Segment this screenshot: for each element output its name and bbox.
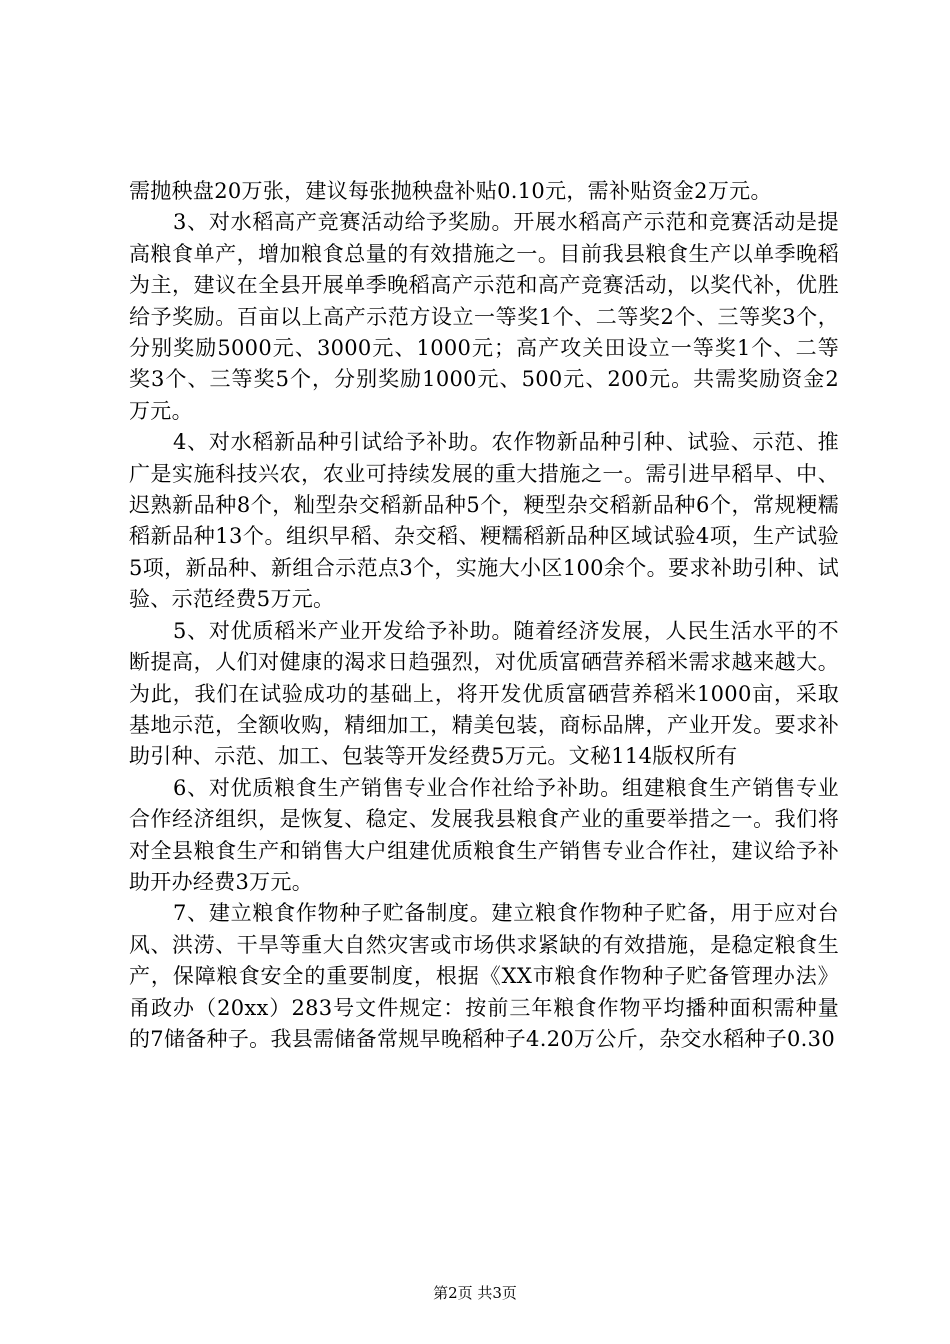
document-body xyxy=(129,176,839,1055)
paragraph-continuation: 需抛秧盘20万张，建议每张抛秧盘补贴0.10元，需补贴资金2万元。 xyxy=(129,179,772,203)
paragraph-item-5: 5、对优质稻米产业开发给予补助。随着经济发展，人民生活水平的不断提高，人们对健康的渴求日趋强烈，对优质富硒营养稻米需求越来越大。为此，我们在试验成功的基础上，将开发优质富硒营养稻米1000亩，采取基地示范，全额收购，精细加工，精美包装，商标品牌，产业开发。要求补助引种、示范、加工、包装等开发经费5万元。文秘114版权所有 xyxy=(129,618,839,769)
paragraph-item-4: 4、对水稻新品种引试给予补助。农作物新品种引种、试验、示范、推广是实施科技兴农，农业可持续发展的重大措施之一。需引进早稻早、中、迟熟新品种8个，籼型杂交稻新品种5个，粳型杂交稻新品种6个，常规粳糯稻新品种13个。组织早稻、杂交稻、粳糯稻新品种区域试验4项，生产试验5项，新品种、新组合示范点3个，实施大小区100余个。要求补助引种、试验、示范经费5万元。 xyxy=(129,430,839,612)
paragraph-item-7: 7、建立粮食作物种子贮备制度。建立粮食作物种子贮备，用于应对台风、洪涝、干旱等重大自然灾害或市场供求紧缺的有效措施，是稳定粮食生产，保障粮食安全的重要制度，根据《XX市粮食作物种子贮备管理办法》甬政办（20xx）283号文件规定：按前三年粮食作物平均播种面积需种量的7储备种子。我县需储备常规早晚稻种子4.20万公斤，杂交水稻种子0.30 xyxy=(129,901,839,1051)
paragraph-item-3: 3、对水稻高产竞赛活动给予奖励。开展水稻高产示范和竞赛活动是提高粮食单产，增加粮食总量的有效措施之一。目前我县粮食生产以单季晚稻为主，建议在全县开展单季晚稻高产示范和高产竞赛活动，以奖代补，优胜给予奖励。百亩以上高产示范方设立一等奖1个、二等奖2个、三等奖3个，分别奖励5000元、3000元、1000元；高产攻关田设立一等奖1个、二等奖3个、三等奖5个，分别奖励1000元、500元、200元。共需奖励资金2万元。 xyxy=(129,210,839,423)
page-footer: 第2页 共3页 xyxy=(433,1284,517,1302)
paragraph-item-6: 6、对优质粮食生产销售专业合作社给予补助。组建粮食生产销售专业合作经济组织，是恢复、稳定、发展我县粮食产业的重要举措之一。我们将对全县粮食生产和销售大户组建优质粮食生产销售专业合作社，建议给予补助开办经费3万元。 xyxy=(129,775,839,894)
